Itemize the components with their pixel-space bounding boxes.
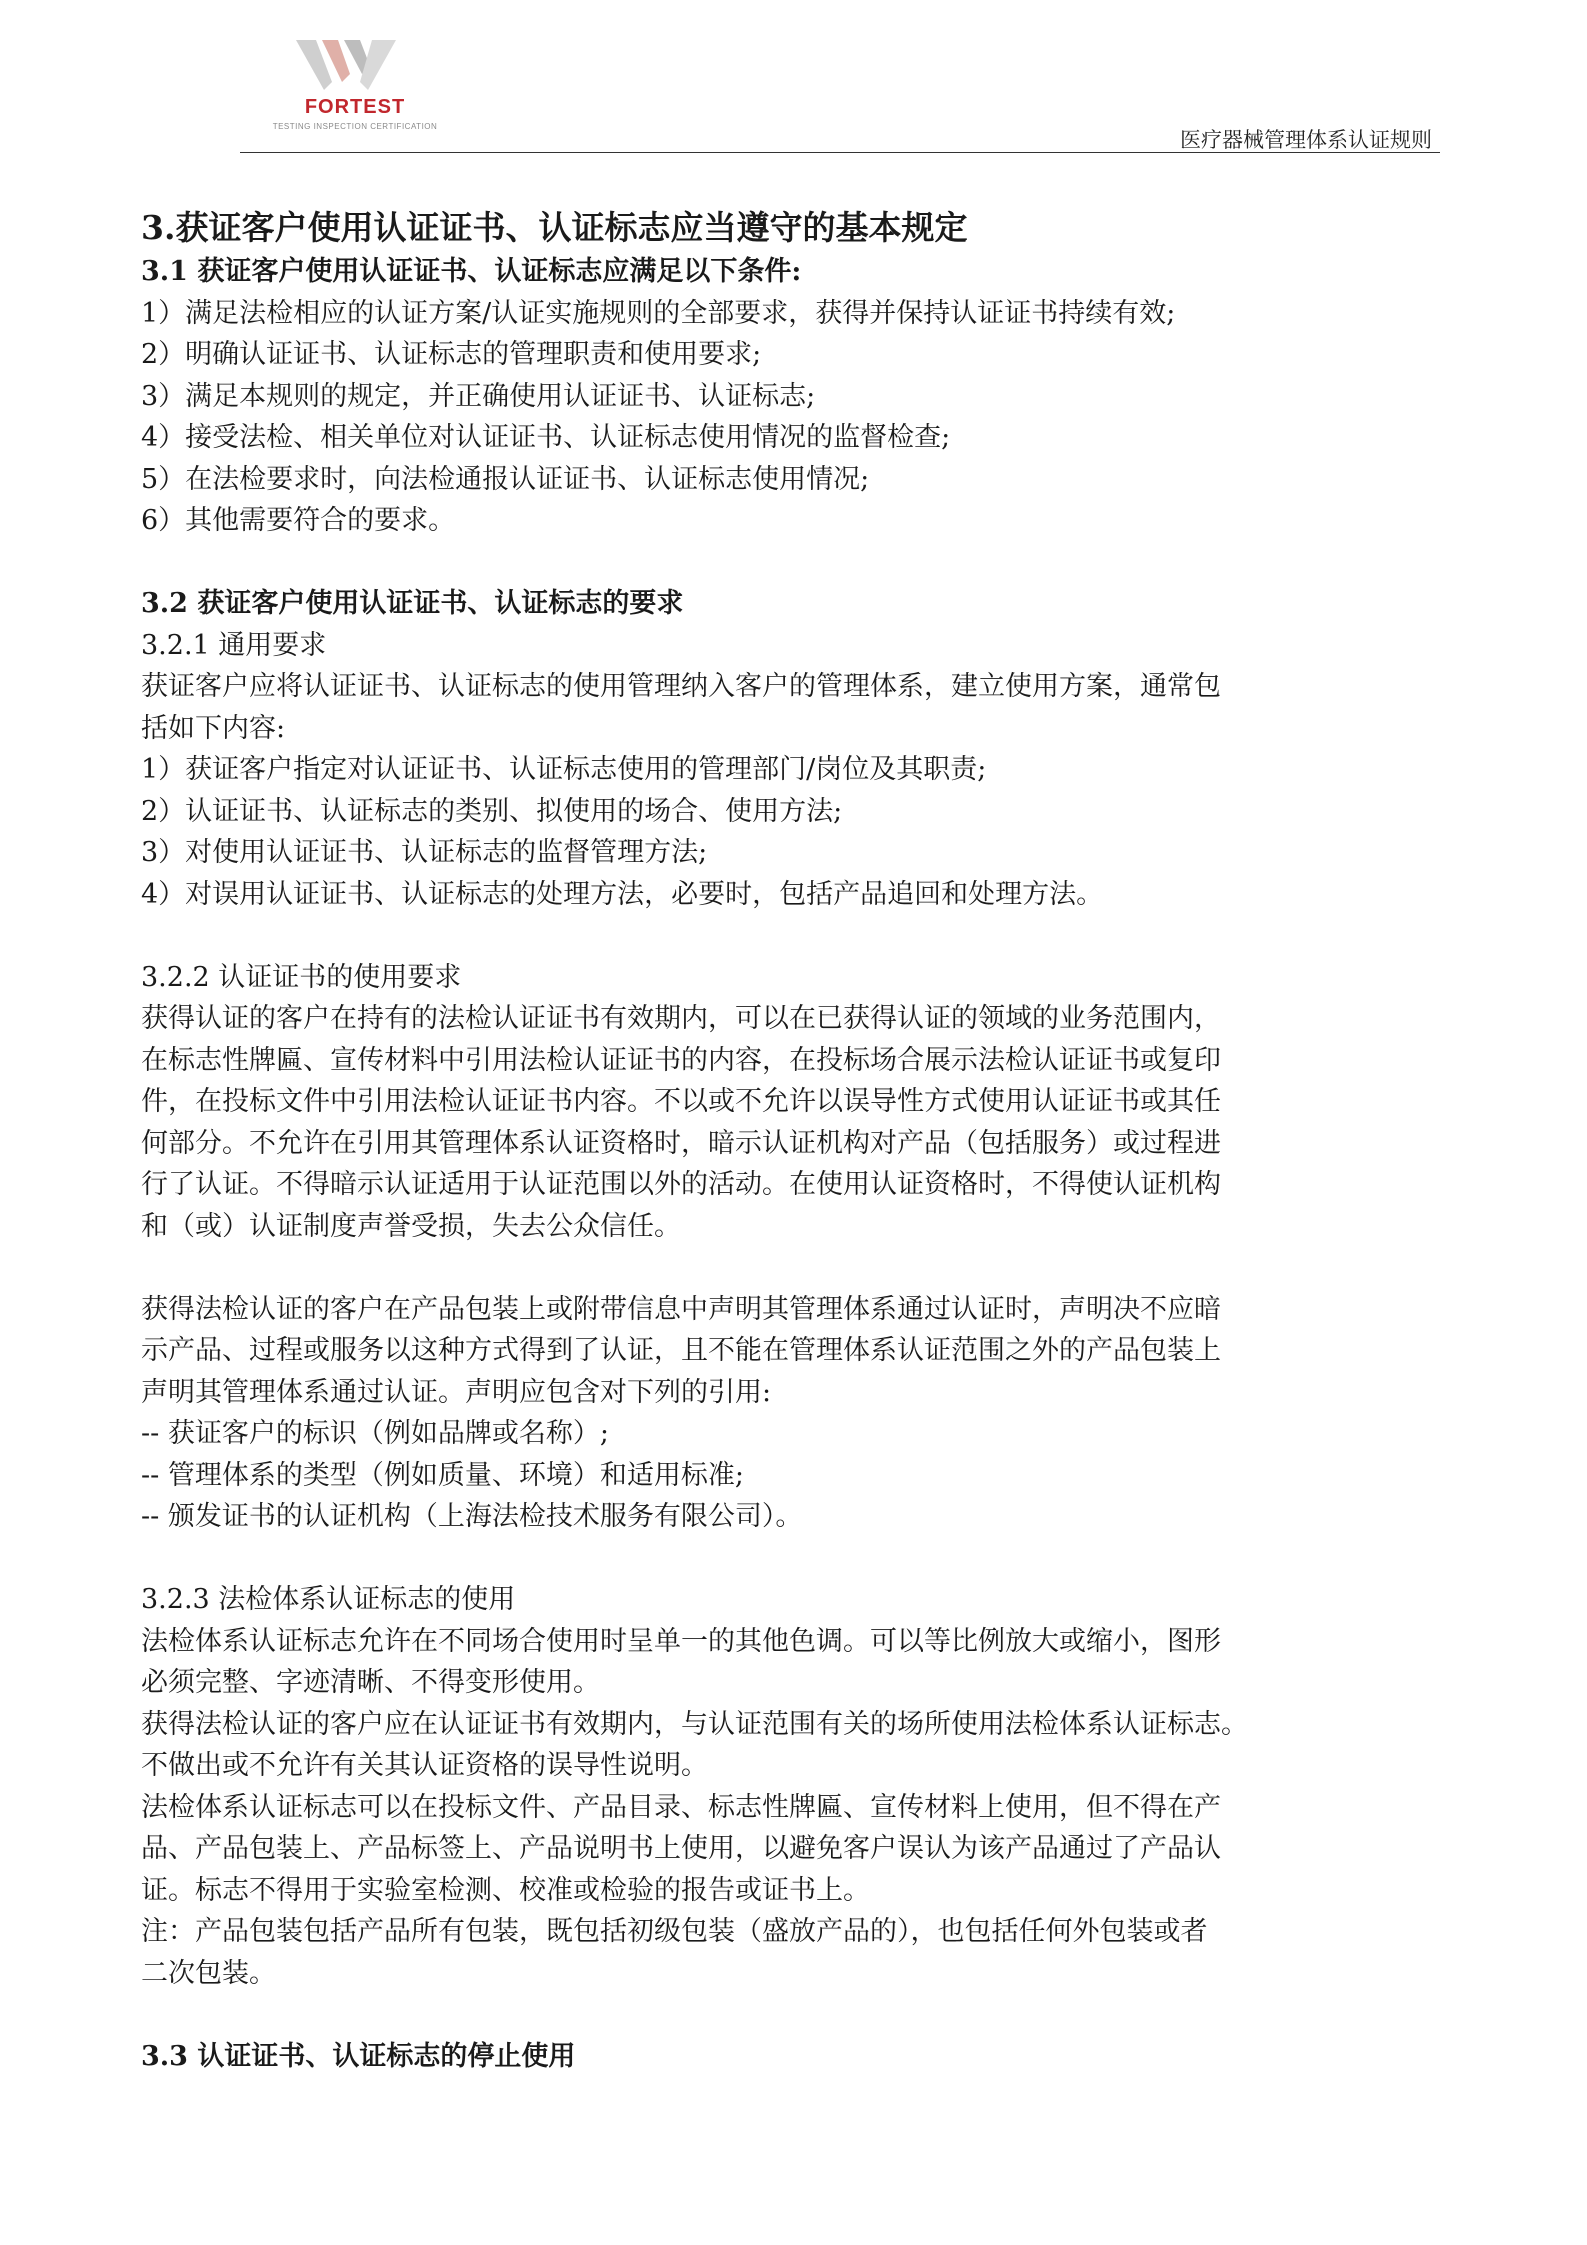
paragraph-line: 行了认证。不得暗示认证适用于认证范围以外的活动。在使用认证资格时，不得使认证机构 xyxy=(141,1169,1221,1200)
list-item: 4）接受法检、相关单位对认证证书、认证标志使用情况的监督检查; xyxy=(141,422,951,453)
heading-3-1: 3.1 获证客户使用认证证书、认证标志应满足以下条件: xyxy=(141,256,802,287)
paragraph-line: 不做出或不允许有关其认证资格的误导性说明。 xyxy=(141,1750,708,1781)
paragraph-line: 注：产品包装包括产品所有包装，既包括初级包装（盛放产品的），也包括任何外包装或者 xyxy=(141,1916,1208,1947)
paragraph-line: 在标志性牌匾、宣传材料中引用法检认证证书的内容，在投标场合展示法检认证证书或复印 xyxy=(141,1044,1221,1076)
paragraph-line: 获证客户应将认证证书、认证标志的使用管理纳入客户的管理体系，建立使用方案，通常包 xyxy=(141,671,1221,702)
logo-tagline: TESTING INSPECTION CERTIFICATION xyxy=(272,122,438,131)
logo-wordmark: FORTEST xyxy=(304,96,406,118)
paragraph-line: 二次包装。 xyxy=(141,1957,276,1989)
paragraph-line: 和（或）认证制度声誉受损，失去公众信任。 xyxy=(141,1210,681,1242)
paragraph-line: 必须完整、字迹清晰、不得变形使用。 xyxy=(141,1667,600,1698)
paragraph-line: 示产品、过程或服务以这种方式得到了认证，且不能在管理体系认证范围之外的产品包装上 xyxy=(141,1335,1221,1366)
heading-3-2-2: 3.2.2 认证证书的使用要求 xyxy=(141,961,462,993)
list-item: 6）其他需要符合的要求。 xyxy=(141,505,456,536)
list-item: -- 管理体系的类型（例如质量、环境）和适用标准; xyxy=(141,1459,744,1491)
paragraph-line: 何部分。不允许在引用其管理体系认证资格时，暗示认证机构对产品（包括服务）或过程进 xyxy=(141,1127,1221,1159)
page-header xyxy=(240,36,1440,154)
document-body xyxy=(141,205,1461,2077)
list-item: 3）对使用认证证书、认证标志的监督管理方法; xyxy=(141,837,708,868)
list-item: 5）在法检要求时，向法检通报认证证书、认证标志使用情况; xyxy=(141,463,870,495)
list-item: 3）满足本规则的规定，并正确使用认证证书、认证标志; xyxy=(141,380,816,412)
list-item: 2）认证证书、认证标志的类别、拟使用的场合、使用方法; xyxy=(141,795,843,827)
paragraph-line: 获得法检认证的客户在产品包装上或附带信息中声明其管理体系通过认证时，声明决不应暗 xyxy=(141,1293,1221,1325)
list-item: -- 颁发证书的认证机构（上海法检技术服务有限公司）。 xyxy=(141,1501,803,1532)
list-item: -- 获证客户的标识（例如品牌或名称）; xyxy=(141,1418,609,1449)
list-item: 2）明确认证证书、认证标志的管理职责和使用要求; xyxy=(141,339,762,370)
document-title: 医疗器械管理体系认证规则 xyxy=(1180,128,1432,152)
paragraph-line: 证。标志不得用于实验室检测、校准或检验的报告或证书上。 xyxy=(141,1874,870,1906)
heading-3-3: 3.3 认证证书、认证标志的停止使用 xyxy=(141,2040,576,2072)
section-title: 3.获证客户使用认证证书、认证标志应当遵守的基本规定 xyxy=(141,208,968,247)
paragraph-line: 获得认证的客户在持有的法检认证证书有效期内，可以在已获得认证的领域的业务范围内， xyxy=(141,1003,1221,1034)
heading-3-2-3: 3.2.3 法检体系认证标志的使用 xyxy=(141,1584,516,1615)
list-item: 4）对误用认证证书、认证标志的处理方法，必要时，包括产品追回和处理方法。 xyxy=(141,878,1104,910)
header-divider xyxy=(240,152,1440,153)
paragraph-line: 法检体系认证标志允许在不同场合使用时呈单一的其他色调。可以等比例放大或缩小，图形 xyxy=(141,1625,1221,1657)
heading-3-2-1: 3.2.1 通用要求 xyxy=(141,629,327,661)
paragraph-line: 法检体系认证标志可以在投标文件、产品目录、标志性牌匾、宣传材料上使用，但不得在产 xyxy=(141,1791,1221,1823)
heading-3-2: 3.2 获证客户使用认证证书、认证标志的要求 xyxy=(141,588,684,619)
paragraph-line: 声明其管理体系通过认证。声明应包含对下列的引用: xyxy=(141,1376,772,1408)
list-item: 1）满足法检相应的认证方案/认证实施规则的全部要求，获得并保持认证证书持续有效; xyxy=(141,297,1176,329)
list-item: 1）获证客户指定对认证证书、认证标志使用的管理部门/岗位及其职责; xyxy=(141,754,987,785)
paragraph-line: 件，在投标文件中引用法检认证证书内容。不以或不允许以误导性方式使用认证证书或其任 xyxy=(141,1086,1221,1117)
w-mark-icon xyxy=(292,36,402,94)
paragraph-line: 获得法检认证的客户应在认证证书有效期内，与认证范围有关的场所使用法检体系认证标志。 xyxy=(141,1708,1248,1740)
paragraph-line: 品、产品包装上、产品标签上、产品说明书上使用，以避免客户误认为该产品通过了产品认 xyxy=(141,1833,1221,1864)
fortest-logo xyxy=(240,36,450,136)
paragraph-line: 括如下内容: xyxy=(141,712,286,744)
